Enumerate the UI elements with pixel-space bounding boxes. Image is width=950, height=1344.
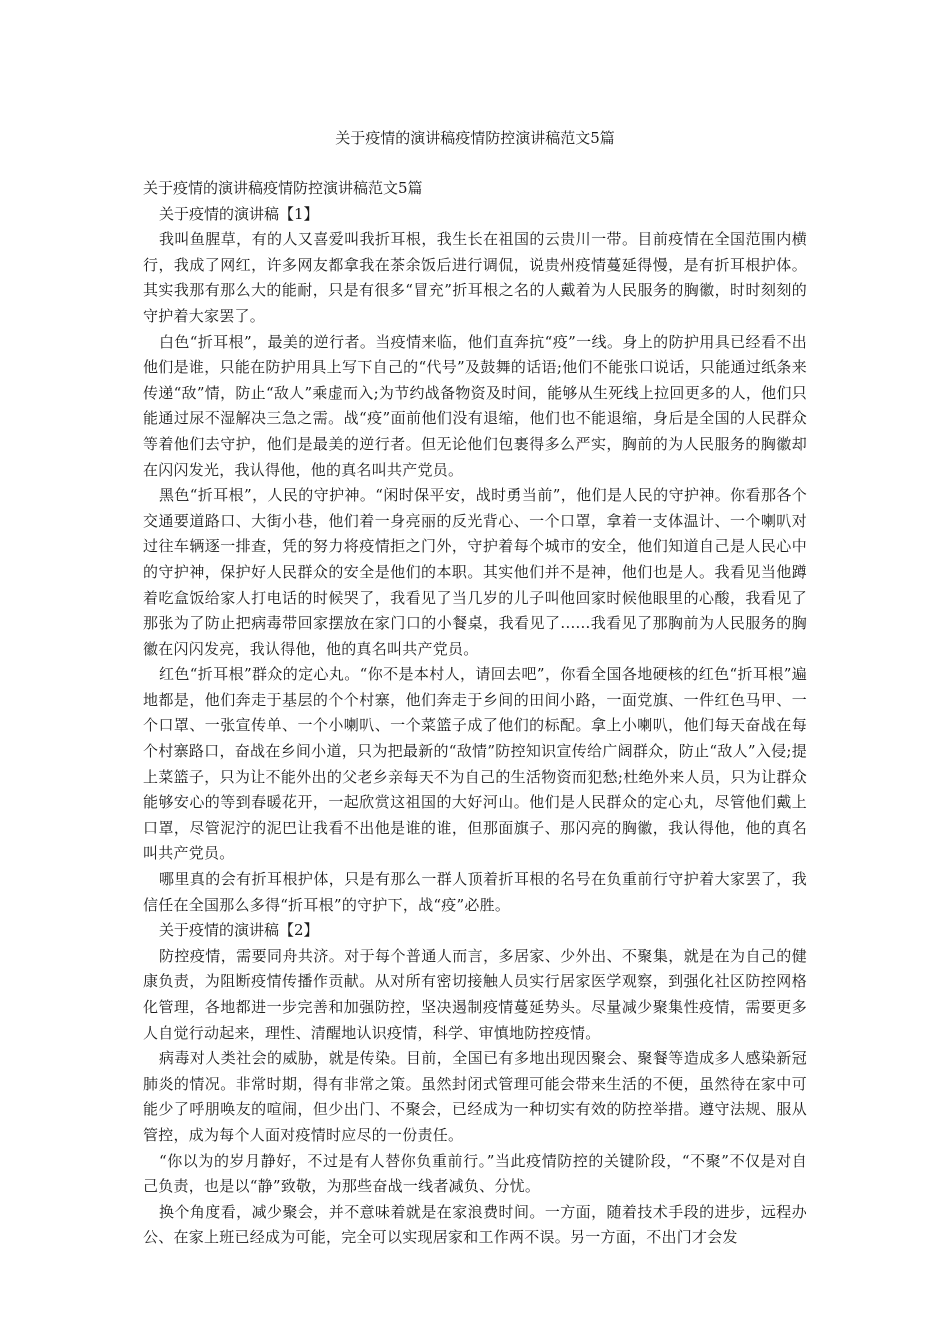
body-heading: 关于疫情的演讲稿疫情防控演讲稿范文5篇: [143, 179, 423, 197]
section-heading: 关于疫情的演讲稿【2】: [159, 921, 319, 940]
paragraph: 换个角度看，减少聚会，并不意味着就是在家浪费时间。一方面，随着技术手段的进步，远程办公、在家上班已经成为可能，完全可以实现居家和工作两不误。另一方面，不出门才会发: [143, 1202, 807, 1247]
paragraph: 防控疫情，需要同舟共济。对于每个普通人而言，多居家、少外出、不聚集，就是在为自己的健康负责，为阻断疫情传播作贡献。从对所有密切接触人员实行居家医学观察，到强化社区防控网格化管理，各地都进一步完善和加强防控，坚决遏制疫情蔓延势头。尽量减少聚集性疫情，需要更多人自觉行动起来，理性、清醒地认识疫情，科学、审慎地防控疫情。: [143, 946, 807, 1042]
document-title: 关于疫情的演讲稿疫情防控演讲稿范文5篇: [335, 129, 615, 147]
paragraph: 红色“折耳根”群众的定心丸。“你不是本村人，请回去吧”，你看全国各地硬核的红色“折耳根”遍地都是，他们奔走于基层的个个村寨，他们奔走于乡间的田间小路，一面党旗、一件红色马甲、一个口罩、一张宣传单、一个小喇叭、一个菜篮子成了他们的标配。拿上小喇叭，他们每天奋战在每个村寨路口，奋战在乡间小道，只为把最新的“敌情”防控知识宣传给广阔群众，防止“敌人”入侵;提上菜篮子，只为让不能外出的父老乡亲每天不为自己的生活物资而犯愁;杜绝外来人员，只为让群众能够安心的等到春暖花开，一起欣赏这祖国的大好河山。他们是人民群众的定心丸，尽管他们戴上口罩，尽管泥泞的泥巴让我看不出他是谁的谁，但那面旗子、那闪亮的胸徽，我认得他，他的真名叫共产党员。: [143, 665, 807, 863]
section-heading: 关于疫情的演讲稿【1】: [159, 204, 319, 223]
paragraph: 我叫鱼腥草，有的人又喜爱叫我折耳根，我生长在祖国的云贵川一带。目前疫情在全国范围内横行，我成了网红，许多网友都拿我在茶余饭后进行调侃，说贵州疫情蔓延得慢，是有折耳根护体。其实我那有那么大的能耐，只是有很多“冒充”折耳根之名的人戴着为人民服务的胸徽，时时刻刻的守护着大家罢了。: [143, 230, 807, 325]
paragraph: “你以为的岁月静好，不过是有人替你负重前行。”当此疫情防控的关键阶段，“不聚”不仅是对自己负责，也是以“静”致敬，为那些奋战一线者减负、分忧。: [143, 1151, 807, 1196]
paragraph: 黑色“折耳根”，人民的守护神。“闲时保平安，战时勇当前”，他们是人民的守护神。你看那各个交通要道路口、大街小巷，他们着一身亮丽的反光背心、一个口罩，拿着一支体温计、一个喇叭对过往车辆逐一排查，凭的努力将疫情拒之门外，守护着每个城市的安全，他们知道自己是人民心中的守护神，保护好人民群众的安全是他们的本职。其实他们并不是神，他们也是人。我看见当他蹲着吃盒饭给家人打电话的时候哭了，我看见了当几岁的儿子叫他回家时候他眼里的心酸，我看见了那张为了防止把病毒带回家摆放在家门口的小餐桌，我看见了......我看见了那胸前为人民服务的胸徽在闪闪发亮，我认得他，他的真名叫共产党员。: [143, 486, 807, 658]
paragraph: 病毒对人类社会的威胁，就是传染。目前，全国已有多地出现因聚会、聚餐等造成多人感染新冠肺炎的情况。非常时期，得有非常之策。虽然封闭式管理可能会带来生活的不便，虽然待在家中可能少了呼朋唤友的喧闹，但少出门、不聚会，已经成为一种切实有效的防控举措。遵守法规、服从管控，成为每个人面对疫情时应尽的一份责任。: [143, 1049, 807, 1144]
document-body: [143, 176, 807, 1251]
paragraph: 白色“折耳根”，最美的逆行者。当疫情来临，他们直奔抗“疫”一线。身上的防护用具已经看不出他们是谁，只能在防护用具上写下自己的“代号”及鼓舞的话语;他们不能张口说话，只能通过纸条来传递“敌”情，防止“敌人”乘虚而入;为节约战备物资及时间，能够从生死线上拉回更多的人，他们只能通过尿不湿解决三急之需。战“疫”面前他们没有退缩，他们也不能退缩，身后是全国的人民群众等着他们去守护，他们是最美的逆行者。但无论他们包裹得多么严实，胸前的为人民服务的胸徽却在闪闪发光，我认得他，他的真名叫共产党员。: [143, 332, 807, 479]
paragraph: 哪里真的会有折耳根护体，只是有那么一群人顶着折耳根的名号在负重前行守护着大家罢了，我信任在全国那么多得“折耳根”的守护下，战“疫”必胜。: [143, 870, 807, 914]
